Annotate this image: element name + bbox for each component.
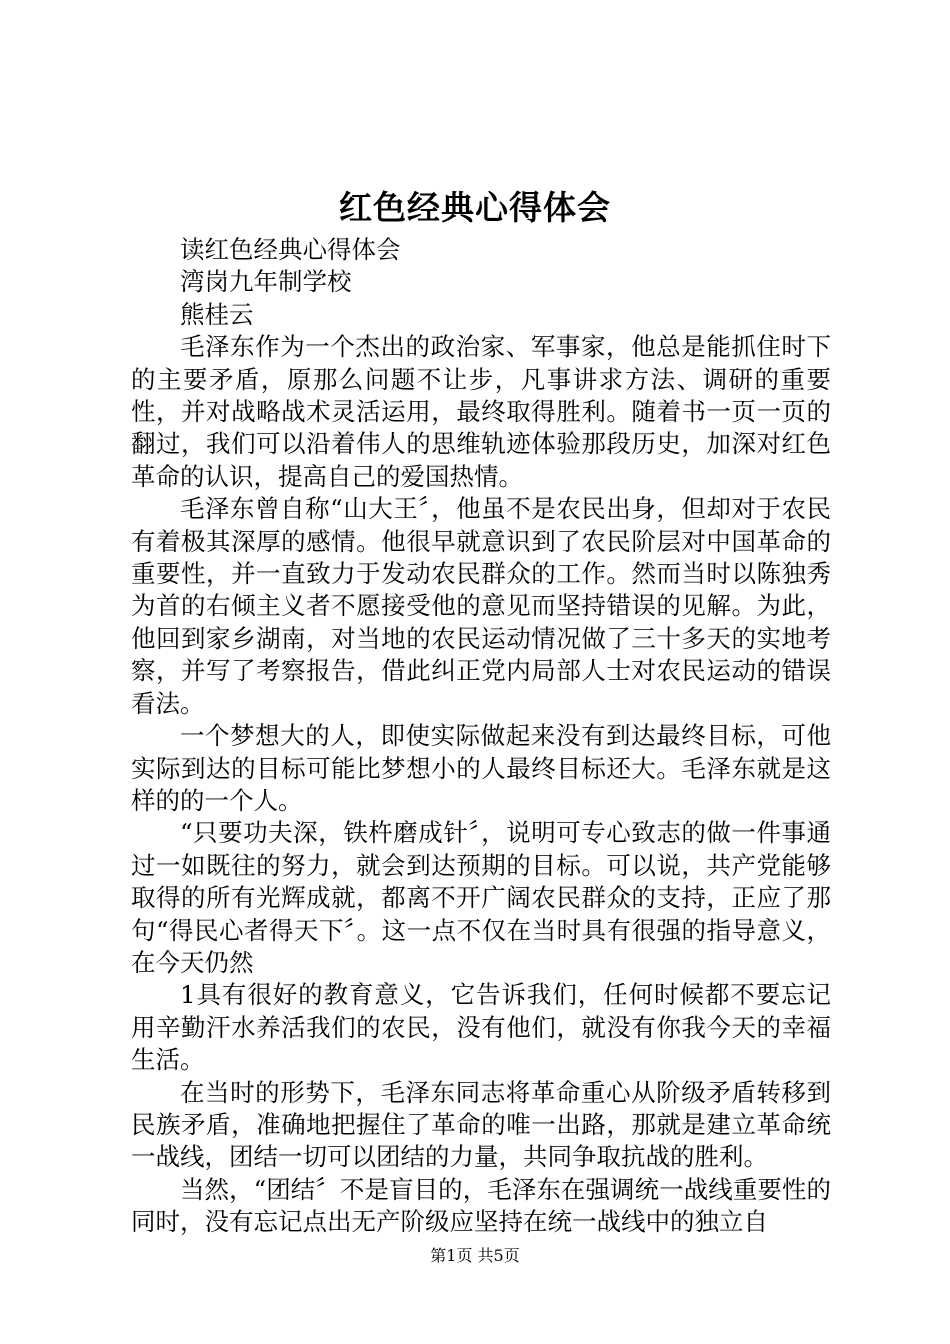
body-paragraph: “只要功夫深，铁杵磨成针〞，说明可专心致志的做一件事通过一如既往的努力，就会到达预期的目标。可以说，共产党能够取得的所有光辉成就，都离不开广阔农民群众的支持，正应了那句“得民心者得天下〞。这一点不仅在当时具有很强的指导意义，在今天仍然 — [131, 818, 831, 977]
body-paragraph: 毛泽东作为一个杰出的政治家、军事家，他总是能抓住时下的主要矛盾，原那么问题不让步，凡事讲求方法、调研的重要性，并对战略战术灵活运用，最终取得胜利。随着书一页一页的翻过，我们可以沿着伟人的思维轨迹体验那段历史，加深对红色革命的认识，提高自己的爱国热情。 — [131, 332, 831, 491]
body-paragraph: 毛泽东曾自称“山大王〞，他虽不是农民出身，但却对于农民有着极其深厚的感情。他很早就意识到了农民阶层对中国革命的重要性，并一直致力于发动农民群众的工作。然而当时以陈独秀为首的右倾主义者不愿接受他的意见而坚持错误的见解。为此，他回到家乡湖南，对当地的农民运动情况做了三十多天的实地考察，并写了考察报告，借此纠正党内局部人士对农民运动的错误看法。 — [131, 494, 831, 718]
body-paragraph: 当然，“团结〞不是盲目的，毛泽东在强调统一战线重要性的同时，没有忘记点出无产阶级应坚持在统一战线中的独立自 — [131, 1174, 831, 1237]
document-body — [131, 234, 831, 1239]
subtitle-line: 读红色经典心得体会 — [180, 235, 401, 264]
author-line: 熊桂云 — [180, 299, 254, 329]
body-paragraph: 1具有很好的教育意义，它告诉我们，任何时候都不要忘记用辛勤汗水养活我们的农民，没有他们，就没有你我今天的幸福生活。 — [131, 980, 831, 1075]
document-title: 红色经典心得体会 — [339, 188, 611, 227]
page-number: 第1页 共5页 — [430, 1246, 520, 1265]
body-paragraph: 在当时的形势下，毛泽东同志将革命重心从阶级矛盾转移到民族矛盾，准确地把握住了革命的唯一出路，那就是建立革命统一战线，团结一切可以团结的力量，共同争取抗战的胜利。 — [131, 1077, 831, 1172]
school-line: 湾岗九年制学校 — [180, 267, 352, 297]
body-paragraph: 一个梦想大的人，即使实际做起来没有到达最终目标，可他实际到达的目标可能比梦想小的人最终目标还大。毛泽东就是这样的的一个人。 — [131, 721, 831, 815]
